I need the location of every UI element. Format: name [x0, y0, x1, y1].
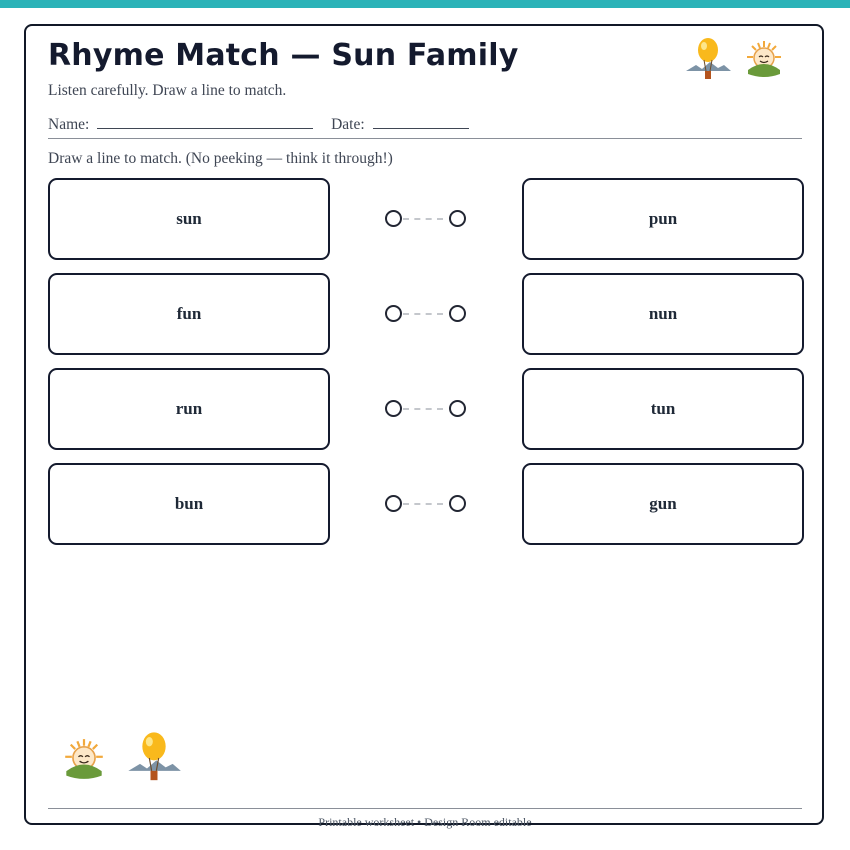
name-label: Name:: [48, 116, 90, 133]
footer-divider: [48, 808, 802, 809]
right-word: pun: [648, 209, 678, 228]
left-match-dot[interactable]: [385, 210, 402, 227]
name-blank[interactable]: [97, 113, 313, 129]
balloon-icon: [684, 38, 732, 82]
left-word: bun: [174, 494, 204, 513]
connector-dash: [403, 503, 443, 505]
left-word-card[interactable]: [48, 368, 330, 450]
right-match-dot[interactable]: [449, 400, 466, 417]
right-word-card[interactable]: [522, 463, 804, 545]
left-word-card[interactable]: [48, 178, 330, 260]
right-match-dot[interactable]: [449, 305, 466, 322]
header-divider: [48, 138, 802, 139]
left-word: sun: [176, 209, 202, 228]
top-accent-band: [0, 0, 850, 8]
name-date-line: [48, 113, 469, 134]
right-match-dot[interactable]: [449, 210, 466, 227]
sun-icon: [64, 738, 104, 780]
balloon-icon: [126, 732, 182, 784]
connector-dash: [403, 408, 443, 410]
right-word-card[interactable]: [522, 368, 804, 450]
worksheet-subtitle: Listen carefully. Draw a line to match.: [48, 82, 287, 99]
match-instruction: Draw a line to match. (No peeking — think it through!): [48, 150, 393, 167]
left-match-dot[interactable]: [385, 400, 402, 417]
right-word-card[interactable]: [522, 178, 804, 260]
left-match-dot[interactable]: [385, 305, 402, 322]
right-match-dot[interactable]: [449, 495, 466, 512]
left-word: run: [175, 399, 203, 418]
left-word-card[interactable]: [48, 463, 330, 545]
footer-note: Printable worksheet • Design Room editable: [318, 815, 532, 829]
sun-icon: [746, 40, 782, 78]
right-word: nun: [648, 304, 678, 323]
left-word: fun: [176, 304, 202, 323]
date-blank[interactable]: [373, 113, 469, 129]
right-word: gun: [649, 494, 677, 513]
connector-dash: [403, 313, 443, 315]
right-word: tun: [650, 399, 676, 418]
date-label: Date:: [331, 116, 365, 133]
connector-dash: [403, 218, 443, 220]
left-word-card[interactable]: [48, 273, 330, 355]
worksheet-title: Rhyme Match — Sun Family: [48, 38, 519, 73]
right-word-card[interactable]: [522, 273, 804, 355]
left-match-dot[interactable]: [385, 495, 402, 512]
